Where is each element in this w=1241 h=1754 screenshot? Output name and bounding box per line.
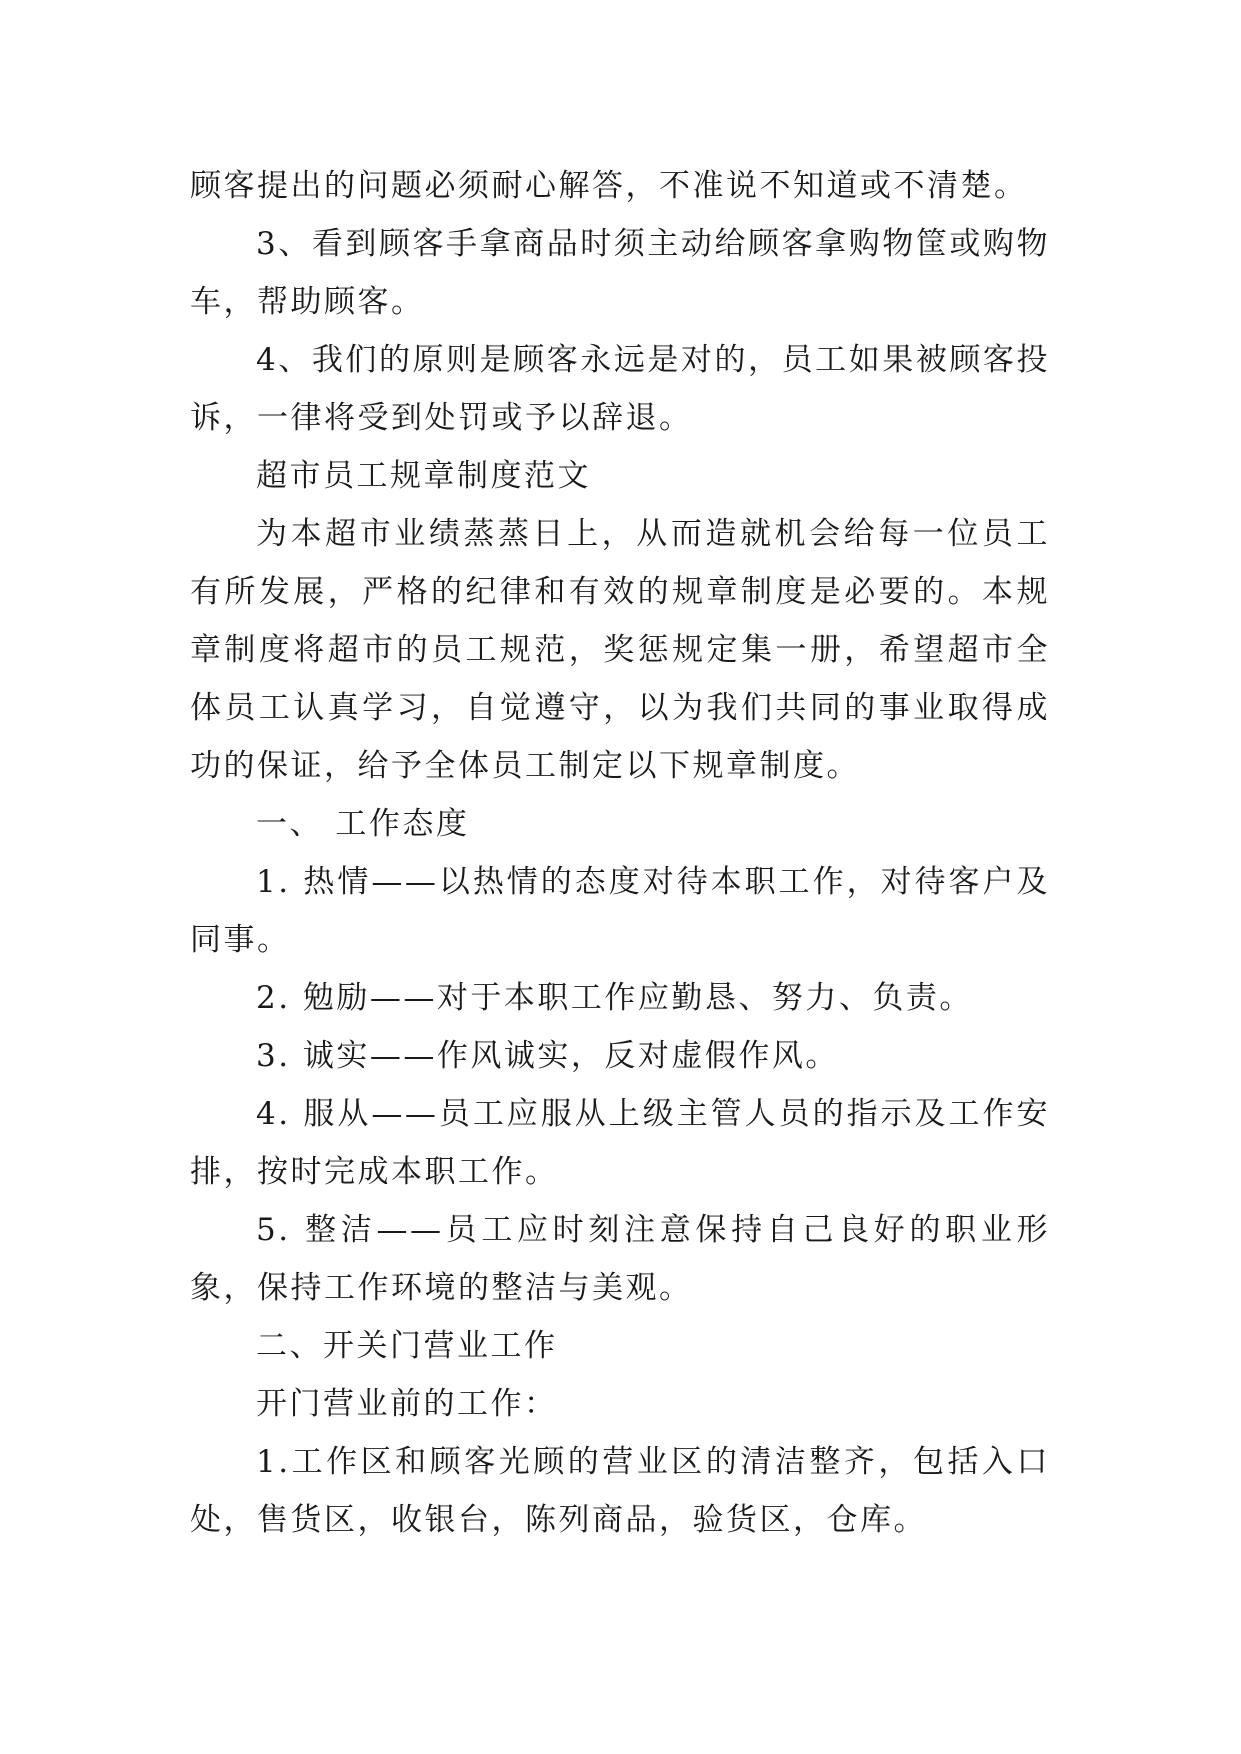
- opening-item-1: 1.工作区和顾客光顾的营业区的清洁整齐，包括入口处，售货区，收银台，陈列商品，验货区，仓库。: [190, 1444, 1050, 1538]
- intro-paragraph: 为本超市业绩蒸蒸日上，从而造就机会给每一位员工有所发展，严格的纪律和有效的规章制度是必要的。本规章制度将超市的员工规范，奖惩规定集一册，希望超市全体员工认真学习，自觉遵守，以为我们共同的事业取得成功的保证，给予全体员工制定以下规章制度。: [190, 516, 1050, 784]
- document-body: [190, 157, 1050, 1549]
- heading-work-attitude: 一、 工作态度: [256, 806, 470, 842]
- attitude-item-3: 3. 诚实——作风诚实，反对虚假作风。: [256, 1038, 839, 1074]
- attitude-item-4: 4. 服从——员工应服从上级主管人员的指示及工作安排，按时完成本职工作。: [190, 1096, 1050, 1190]
- attitude-item-2: 2. 勉励——对于本职工作应勤恳、努力、负责。: [256, 980, 973, 1016]
- section-title: 超市员工规章制度范文: [256, 458, 591, 494]
- paragraph-continuation: 顾客提出的问题必须耐心解答，不准说不知道或不清楚。: [190, 168, 1028, 204]
- attitude-item-5: 5. 整洁——员工应时刻注意保持自己良好的职业形象，保持工作环境的整洁与美观。: [190, 1212, 1050, 1306]
- subheading-before-opening: 开门营业前的工作：: [256, 1386, 558, 1422]
- attitude-item-1: 1. 热情——以热情的态度对待本职工作，对待客户及同事。: [190, 864, 1050, 958]
- rule-item-4: 4、我们的原则是顾客永远是对的，员工如果被顾客投诉，一律将受到处罚或予以辞退。: [190, 342, 1050, 436]
- rule-item-3: 3、看到顾客手拿商品时须主动给顾客拿购物筐或购物车，帮助顾客。: [190, 226, 1050, 320]
- heading-opening-closing: 二、开关门营业工作: [256, 1328, 558, 1364]
